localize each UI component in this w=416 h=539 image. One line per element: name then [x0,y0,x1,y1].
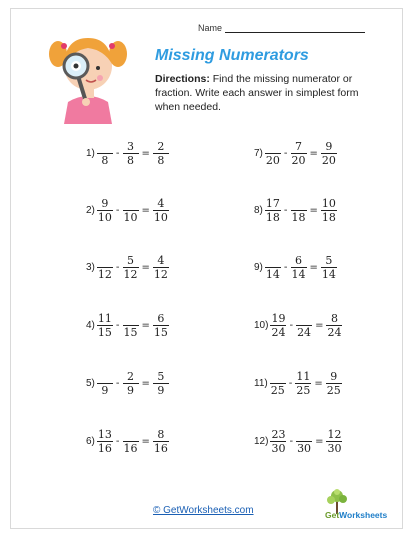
denominator: 16 [123,442,138,455]
equals-sign: = [141,378,150,389]
fraction [270,370,286,397]
numerator: 7 [295,140,303,153]
denominator: 20 [291,154,306,167]
minus-sign: - [115,378,120,389]
numerator: 11 [296,370,311,383]
fraction [97,140,113,167]
fraction [123,312,139,339]
problem-number: 10) [254,320,269,331]
minus-sign: - [288,378,293,389]
minus-sign: - [115,436,120,447]
fraction [153,312,169,339]
equals-sign: = [315,436,324,447]
denominator: 8 [157,154,165,167]
equals-sign: = [141,205,150,216]
fraction [321,140,337,167]
missing-numerator-blank[interactable] [123,428,139,441]
denominator: 30 [271,442,286,455]
problem-number: 4) [86,320,95,331]
fraction [265,254,281,281]
numerator: 17 [265,197,280,210]
denominator: 9 [157,384,165,397]
fraction [265,197,281,224]
denominator: 24 [271,326,286,339]
problem-2 [86,197,169,224]
fraction [326,428,342,455]
fraction [270,312,286,339]
fraction [97,428,113,455]
denominator: 25 [296,384,311,397]
denominator: 24 [297,326,312,339]
minus-sign: - [115,205,120,216]
denominator: 16 [153,442,168,455]
fraction [97,312,113,339]
problem-7 [254,140,337,167]
equals-sign: = [141,320,150,331]
fraction [153,370,169,397]
fraction [326,370,342,397]
denominator: 12 [97,268,112,281]
denominator: 15 [153,326,168,339]
problem-number: 7) [254,148,263,159]
fraction [153,197,169,224]
equals-sign: = [309,148,318,159]
fraction [296,428,312,455]
denominator: 15 [97,326,112,339]
numerator: 5 [127,254,135,267]
denominator: 24 [327,326,342,339]
denominator: 10 [97,211,112,224]
equals-sign: = [141,262,150,273]
getworksheets-link[interactable]: © GetWorksheets.com [153,505,254,516]
problem-number: 12) [254,436,269,447]
minus-sign: - [115,320,120,331]
minus-sign: - [289,436,294,447]
denominator: 8 [101,154,109,167]
problem-number: 11) [254,378,268,389]
problem-5 [86,370,169,397]
minus-sign: - [115,148,120,159]
missing-numerator-blank[interactable] [296,312,312,325]
numerator: 23 [271,428,286,441]
missing-numerator-blank[interactable] [270,370,286,383]
numerator: 3 [127,140,135,153]
logo-text-worksheets: Worksheets [339,510,388,520]
numerator: 6 [295,254,303,267]
numerator: 2 [127,370,135,383]
equals-sign: = [315,320,324,331]
minus-sign: - [283,262,288,273]
fraction [326,312,342,339]
numerator: 4 [157,254,165,267]
girl-magnifier-illustration [46,24,136,124]
fraction [291,197,307,224]
fraction [153,428,169,455]
fraction [97,370,113,397]
logo-wordmark [325,510,387,520]
denominator: 12 [153,268,168,281]
fraction [265,140,281,167]
worksheet-title: Missing Numerators [155,47,309,64]
denominator: 14 [321,268,336,281]
fraction [295,370,311,397]
numerator: 9 [325,140,333,153]
fraction [97,254,113,281]
problem-4 [86,312,169,339]
numerator: 10 [321,197,336,210]
missing-numerator-blank[interactable] [97,254,113,267]
problem-6 [86,428,169,455]
missing-numerator-blank[interactable] [123,197,139,210]
equals-sign: = [309,262,318,273]
missing-numerator-blank[interactable] [296,428,312,441]
denominator: 9 [127,384,135,397]
denominator: 9 [101,384,109,397]
denominator: 25 [326,384,341,397]
equals-sign: = [314,378,323,389]
fraction [153,254,169,281]
problem-number: 2) [86,205,95,216]
fraction [123,370,139,397]
denominator: 20 [321,154,336,167]
numerator: 5 [325,254,333,267]
fraction [123,197,139,224]
missing-numerator-blank[interactable] [265,254,281,267]
equals-sign: = [141,436,150,447]
numerator: 19 [271,312,286,325]
denominator: 10 [153,211,168,224]
fraction [291,254,307,281]
problem-number: 8) [254,205,263,216]
denominator: 18 [291,211,306,224]
missing-numerator-blank[interactable] [265,140,281,153]
minus-sign: - [289,320,294,331]
denominator: 18 [321,211,336,224]
numerator: 2 [157,140,165,153]
numerator: 9 [101,197,109,210]
missing-numerator-blank[interactable] [123,312,139,325]
name-label: Name [198,23,223,33]
problem-number: 1) [86,148,95,159]
directions-text: Find the missing numerator or fraction. Write each answer in simplest form when needed. [155,73,359,113]
problem-11 [254,370,342,397]
numerator: 4 [157,197,165,210]
fraction [123,140,139,167]
missing-numerator-blank[interactable] [97,370,113,383]
denominator: 12 [123,268,138,281]
denominator: 14 [265,268,280,281]
problem-12 [254,428,342,455]
numerator: 9 [330,370,338,383]
denominator: 25 [270,384,285,397]
directions-label: Directions: [155,73,210,85]
minus-sign: - [115,262,120,273]
problem-number: 6) [86,436,95,447]
denominator: 15 [123,326,138,339]
problem-number: 5) [86,378,95,389]
denominator: 16 [97,442,112,455]
denominator: 8 [127,154,135,167]
denominator: 10 [123,211,138,224]
fraction [321,254,337,281]
problem-1 [86,140,169,167]
problem-number: 3) [86,262,95,273]
fraction [321,197,337,224]
numerator: 6 [157,312,165,325]
problem-8 [254,197,337,224]
equals-sign: = [141,148,150,159]
fraction [123,428,139,455]
minus-sign: - [283,148,288,159]
numerator: 13 [97,428,112,441]
name-line[interactable] [225,23,365,33]
denominator: 30 [297,442,312,455]
denominator: 30 [327,442,342,455]
name-field [198,23,365,33]
equals-sign: = [309,205,318,216]
fraction [153,140,169,167]
fraction [270,428,286,455]
missing-numerator-blank[interactable] [291,197,307,210]
logo-text-get: Get [325,510,340,520]
problem-number: 9) [254,262,263,273]
denominator: 14 [291,268,306,281]
denominator: 18 [265,211,280,224]
missing-numerator-blank[interactable] [97,140,113,153]
numerator: 8 [157,428,165,441]
fraction [291,140,307,167]
problem-9 [254,254,337,281]
numerator: 5 [157,370,165,383]
directions [155,72,385,114]
problem-10 [254,312,342,339]
numerator: 11 [97,312,112,325]
minus-sign: - [283,205,288,216]
numerator: 12 [327,428,342,441]
denominator: 20 [265,154,280,167]
problem-3 [86,254,169,281]
fraction [97,197,113,224]
fraction [123,254,139,281]
fraction [296,312,312,339]
numerator: 8 [330,312,338,325]
